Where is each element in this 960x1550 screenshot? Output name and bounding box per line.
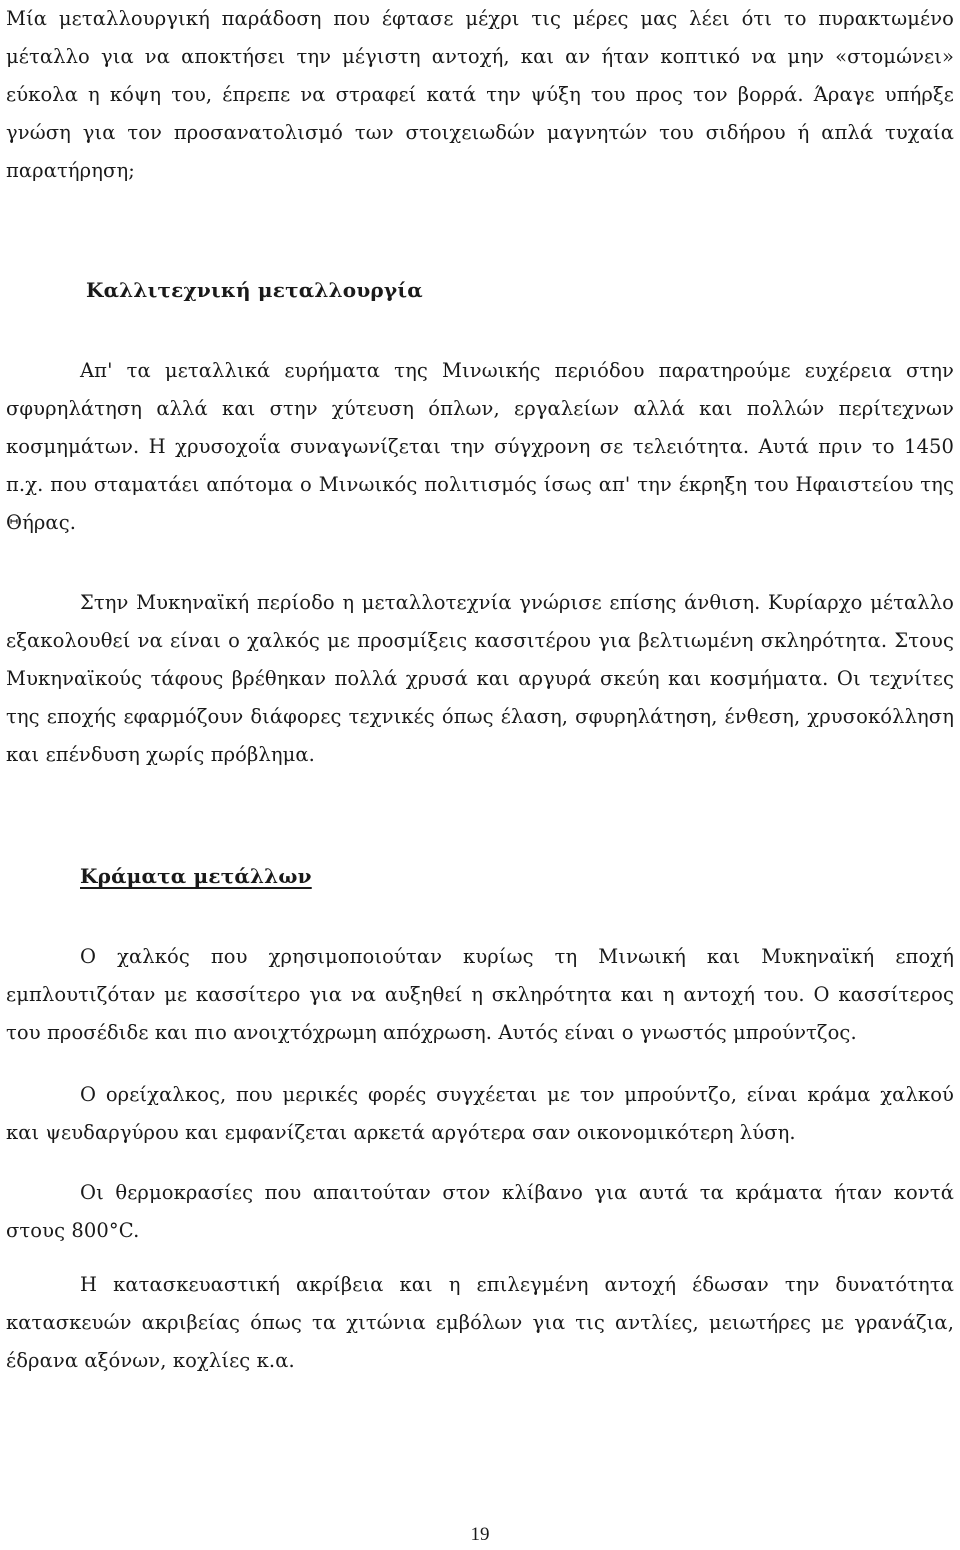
paragraph-temperatures-text: Οι θερμοκρασίες που απαιτούταν στον κλίβανο για αυτά τα κράματα ήταν κοντά στους 800°C. <box>6 1181 954 1242</box>
paragraph-precision-text: Η κατασκευαστική ακρίβεια και η επιλεγμένη αντοχή έδωσαν την δυνατότητα κατασκευών ακριβείας όπως τα χιτώνια εμβόλων για τις αντλίες, μειωτήρες με γρανάζια, έδρανα αξόνων, κοχλίες κ.α. <box>6 1273 954 1372</box>
paragraph-brass-text: Ο ορείχαλκος, που μερικές φορές συγχέεται με τον μπρούντζο, είναι κράμα χαλκού και ψευδαργύρου και εμφανίζεται αρκετά αργότερα σαν οικονομικότερη λύση. <box>6 1083 954 1144</box>
paragraph-mycenaean-text: Στην Μυκηναϊκή περίοδο η μεταλλοτεχνία γνώρισε επίσης άνθιση. Κυρίαρχο μέταλλο εξακολουθεί να είναι ο χαλκός με προσμίξεις κασσιτέρου για βελτιωμένη σκληρότητα. Στους Μυκηναϊκούς τάφους βρέθηκαν πολλά χρυσά και αργυρά σκεύη και κοσμήματα. Οι τεχνίτες της εποχής εφαρμόζουν διάφορες τεχνικές όπως έλαση, σφυρηλάτηση, ένθεση, χρυσοκόλληση και επένδυση χωρίς πρόβλημα. <box>6 591 954 766</box>
paragraph-minoan <box>6 352 954 542</box>
heading-artistic-metallurgy: Καλλιτεχνική μεταλλουργία <box>86 278 423 302</box>
paragraph-temperatures <box>6 1174 954 1250</box>
paragraph-bronze <box>6 938 954 1052</box>
paragraph-bronze-text: Ο χαλκός που χρησιμοποιούταν κυρίως τη Μινωική και Μυκηναϊκή εποχή εμπλουτιζόταν με κασσίτερο για να αυξηθεί η σκληρότητα και η αντοχή του. Ο κασσίτερος του προσέδιδε και πιο ανοιχτόχρωμη απόχρωση. Αυτός είναι ο γνωστός μπρούντζος. <box>6 945 954 1044</box>
page-number: 19 <box>470 1524 490 1545</box>
paragraph-tradition <box>6 0 954 190</box>
paragraph-mycenaean <box>6 584 954 774</box>
paragraph-brass <box>6 1076 954 1152</box>
paragraph-minoan-text: Απ' τα μεταλλικά ευρήματα της Μινωικής περιόδου παρατηρούμε ευχέρεια στην σφυρηλάτηση αλλά και στην χύτευση όπλων, εργαλείων αλλά και πολλών περίτεχνων κοσμημάτων. Η χρυσοχοΐα συναγωνίζεται την σύγχρονη σε τελειότητα. Αυτά πριν το 1450 π.χ. που σταματάει απότομα ο Μινωικός πολιτισμός ίσως απ' την έκρηξη του Ηφαιστείου της Θήρας. <box>6 359 954 534</box>
heading-metal-alloys: Κράματα μετάλλων <box>80 864 312 888</box>
paragraph-tradition-text: Μία μεταλλουργική παράδοση που έφτασε μέχρι τις μέρες μας λέει ότι το πυρακτωμένο μέταλλο για να αποκτήσει την μέγιστη αντοχή, και αν ήταν κοπτικό να μην «στομώνει» εύκολα η κόψη του, έπρεπε να στραφεί κατά την ψύξη του προς τον βορρά. Άραγε υπήρξε γνώση για τον προσανατολισμό των στοιχειωδών μαγνητών του σιδήρου ή απλά τυχαία παρατήρηση; <box>6 7 954 182</box>
paragraph-precision <box>6 1266 954 1380</box>
